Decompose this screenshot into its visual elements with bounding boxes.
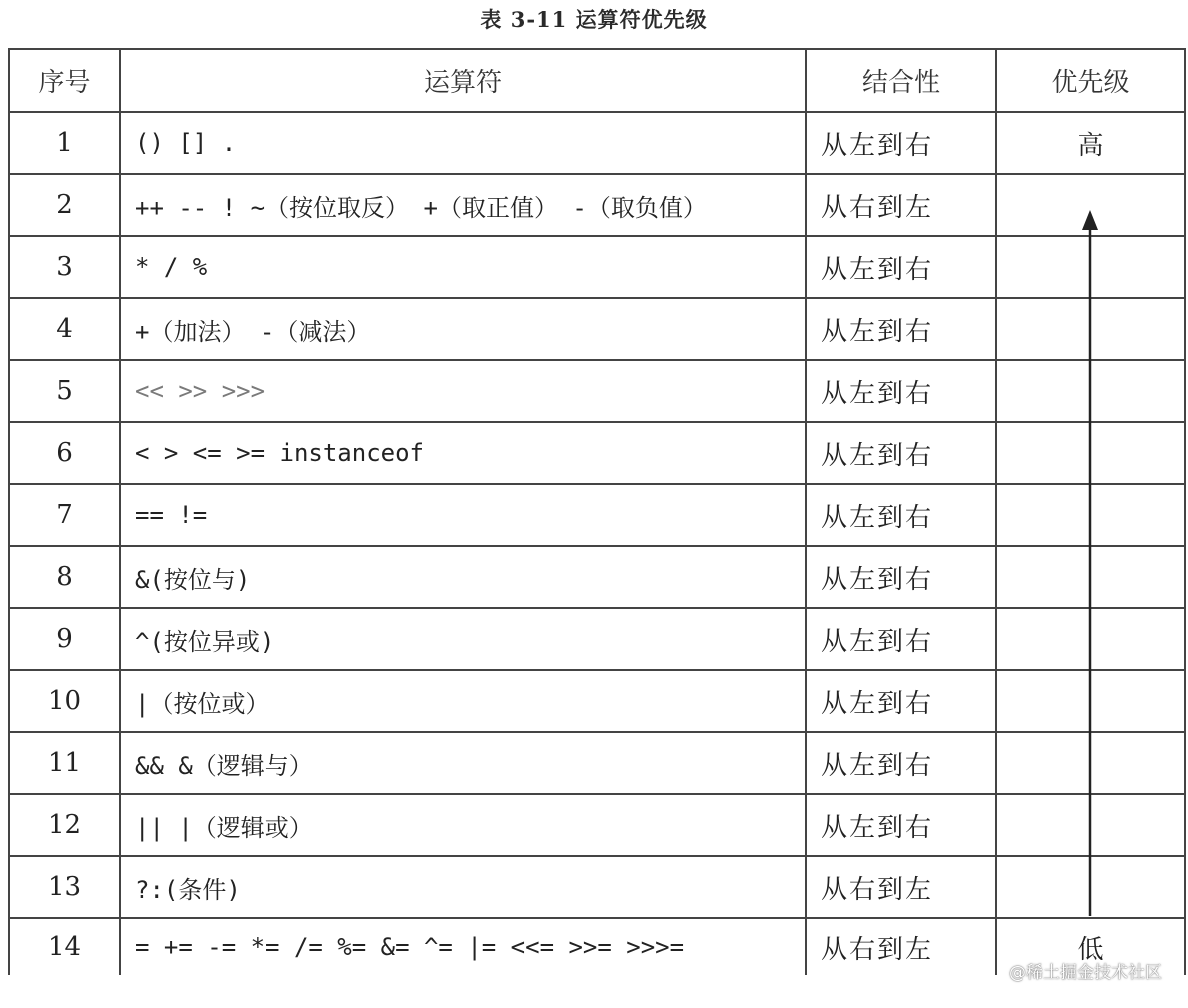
row-priority [996,360,1185,422]
row-priority [996,546,1185,608]
row-operator: || |（逻辑或） [120,794,806,856]
table-row [9,670,1185,732]
row-num: 3 [9,236,120,298]
row-num: 2 [9,174,120,236]
table-row [9,112,1185,174]
row-num: 12 [9,794,120,856]
row-priority [996,236,1185,298]
row-operator: && &（逻辑与） [120,732,806,794]
row-num: 6 [9,422,120,484]
row-num: 14 [9,918,120,975]
header-priority: 优先级 [996,49,1185,112]
table-row [9,794,1185,856]
row-associativity: 从左到右 [806,484,996,546]
table-row [9,360,1185,422]
priority-low-label: 低 [996,918,1185,975]
row-operator: < > <= >= instanceof [120,422,806,484]
row-associativity: 从右到左 [806,918,996,975]
table-caption: 表 3-11 运算符优先级 [480,7,708,32]
row-associativity: 从左到右 [806,608,996,670]
row-num: 9 [9,608,120,670]
header-row [9,49,1185,112]
row-associativity: 从右到左 [806,856,996,918]
row-operator: = += -= *= /= %= &= ^= |= <<= >>= >>>= [120,918,806,975]
row-priority [996,484,1185,546]
priority-high-label: 高 [996,112,1185,174]
row-associativity: 从左到右 [806,670,996,732]
table-row [9,546,1185,608]
row-associativity: 从左到右 [806,360,996,422]
row-priority [996,856,1185,918]
row-num: 11 [9,732,120,794]
row-operator: * / % [120,236,806,298]
table-row [9,174,1185,236]
row-operator: << >> >>> [120,360,806,422]
row-priority [996,794,1185,856]
row-operator: ^(按位异或) [120,608,806,670]
table-row [9,608,1185,670]
row-num: 5 [9,360,120,422]
row-operator: () [] . [120,112,806,174]
row-associativity: 从左到右 [806,298,996,360]
header-operator: 运算符 [120,49,806,112]
row-operator: &(按位与) [120,546,806,608]
row-priority [996,670,1185,732]
header-num: 序号 [9,49,120,112]
row-operator: +（加法） -（减法） [120,298,806,360]
row-num: 10 [9,670,120,732]
row-associativity: 从左到右 [806,546,996,608]
row-num: 4 [9,298,120,360]
table-row [9,236,1185,298]
row-associativity: 从左到右 [806,112,996,174]
row-associativity: 从左到右 [806,236,996,298]
watermark-text: @稀土掘金技术社区 [1009,963,1162,983]
row-operator: == != [120,484,806,546]
operator-precedence-table [8,48,1186,975]
row-associativity: 从左到右 [806,422,996,484]
table-row [9,422,1185,484]
row-num: 7 [9,484,120,546]
table-row [9,732,1185,794]
table-row [9,484,1185,546]
row-operator: ++ -- ! ~（按位取反） +（取正值） -（取负值） [120,174,806,236]
row-operator: ?:(条件) [120,856,806,918]
header-associativity: 结合性 [806,49,996,112]
table-row [9,856,1185,918]
row-priority [996,298,1185,360]
row-associativity: 从左到右 [806,794,996,856]
row-associativity: 从右到左 [806,174,996,236]
row-operator: |（按位或） [120,670,806,732]
row-num: 8 [9,546,120,608]
row-priority [996,732,1185,794]
row-associativity: 从左到右 [806,732,996,794]
row-num: 13 [9,856,120,918]
row-num: 1 [9,112,120,174]
row-priority [996,608,1185,670]
row-priority [996,422,1185,484]
row-priority [996,174,1185,236]
table-row [9,298,1185,360]
